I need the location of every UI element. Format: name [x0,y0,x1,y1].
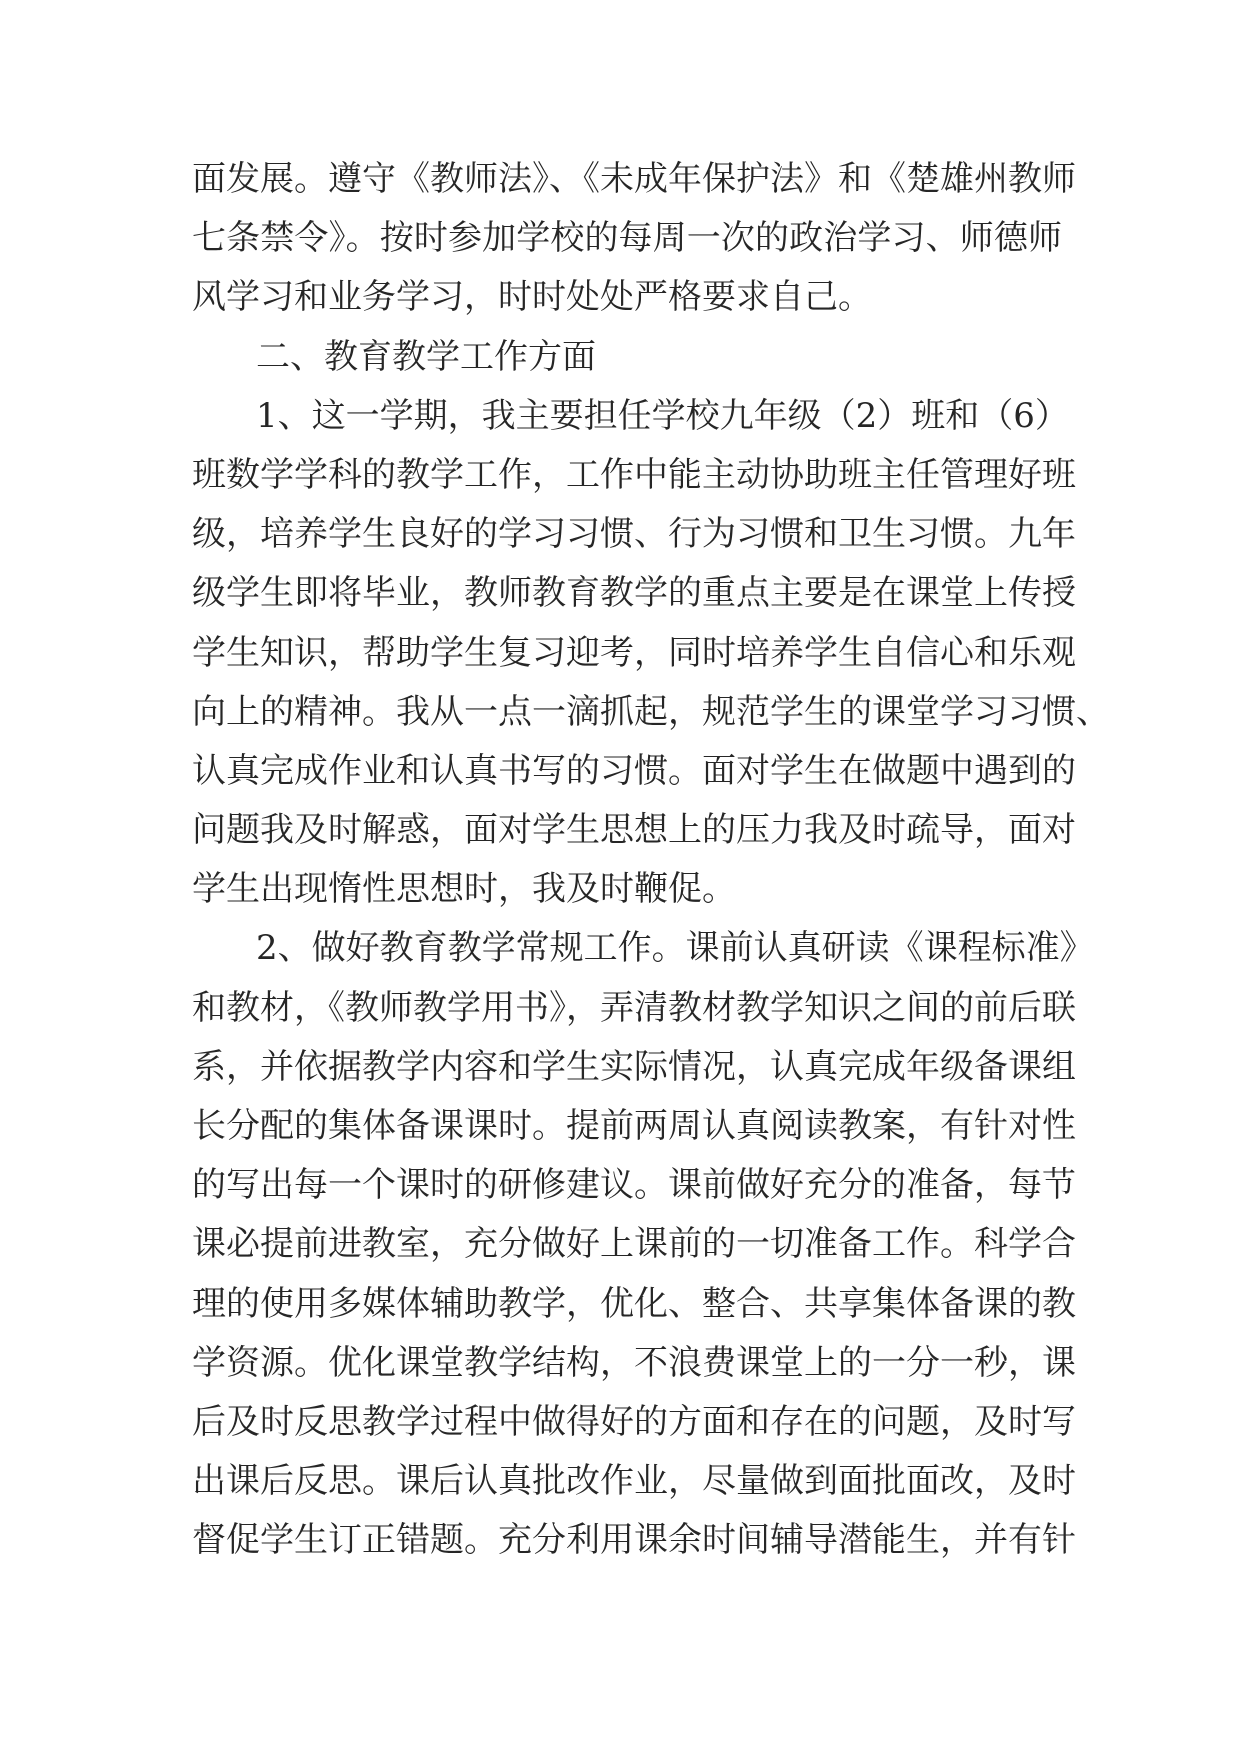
text-line: 长分配的集体备课课时。提前两周认真阅读教案，有针对性 [192,1106,1076,1146]
text-line: 和教材，《教师教学用书》，弄清教材教学知识之间的前后联 [192,987,1076,1028]
text-line: 2、做好教育教学常规工作。课前认真研读《课程标准》 [256,928,1094,969]
text-line: 出课后反思。课后认真批改作业，尽量做到面批面改，及时 [192,1461,1076,1502]
text-line: 学生出现惰性思想时，我及时鞭促。 [192,869,736,910]
text-line: 认真完成作业和认真书写的习惯。面对学生在做题中遇到的 [192,750,1076,791]
text-line: 的写出每一个课时的研修建议。课前做好充分的准备，每节 [192,1165,1076,1206]
text-line: 课必提前进教室，充分做好上课前的一切准备工作。科学合 [192,1224,1076,1265]
text-line: 理的使用多媒体辅助教学，优化、整合、共享集体备课的教 [192,1283,1076,1324]
text-line: 风学习和业务学习，时时处处严格要求自己。 [192,277,872,318]
text-line: 学资源。优化课堂教学结构，不浪费课堂上的一分一秒，课 [192,1342,1076,1383]
text-line: 级学生即将毕业，教师教育教学的重点主要是在课堂上传授 [192,573,1076,614]
text-line: 班数学学科的教学工作，工作中能主动协助班主任管理好班 [192,454,1076,495]
text-line: 1、这一学期，我主要担任学校九年级（2）班和（6） [256,395,1069,436]
text-line: 级，培养学生良好的学习习惯、行为习惯和卫生习惯。九年 [192,514,1076,555]
text-line: 问题我及时解惑，面对学生思想上的压力我及时疏导，面对 [192,810,1076,851]
text-line: 系，并依据教学内容和学生实际情况，认真完成年级备课组 [192,1046,1076,1087]
text-line: 督促学生订正错题。充分利用课余时间辅导潜能生，并有针 [192,1520,1076,1561]
body-text [192,150,1110,1571]
text-line: 面发展。遵守《教师法》、《未成年保护法》和《楚雄州教师 [192,159,1076,199]
text-line: 七条禁令》。按时参加学校的每周一次的政治学习、师德师 [192,218,1062,259]
text-line: 学生知识，帮助学生复习迎考，同时培养学生自信心和乐观 [192,632,1076,673]
text-line: 向上的精神。我从一点一滴抓起，规范学生的课堂学习习惯、 [192,691,1110,732]
text-line: 后及时反思教学过程中做得好的方面和存在的问题，及时写 [192,1401,1076,1442]
section-heading: 二、教育教学工作方面 [256,336,596,377]
